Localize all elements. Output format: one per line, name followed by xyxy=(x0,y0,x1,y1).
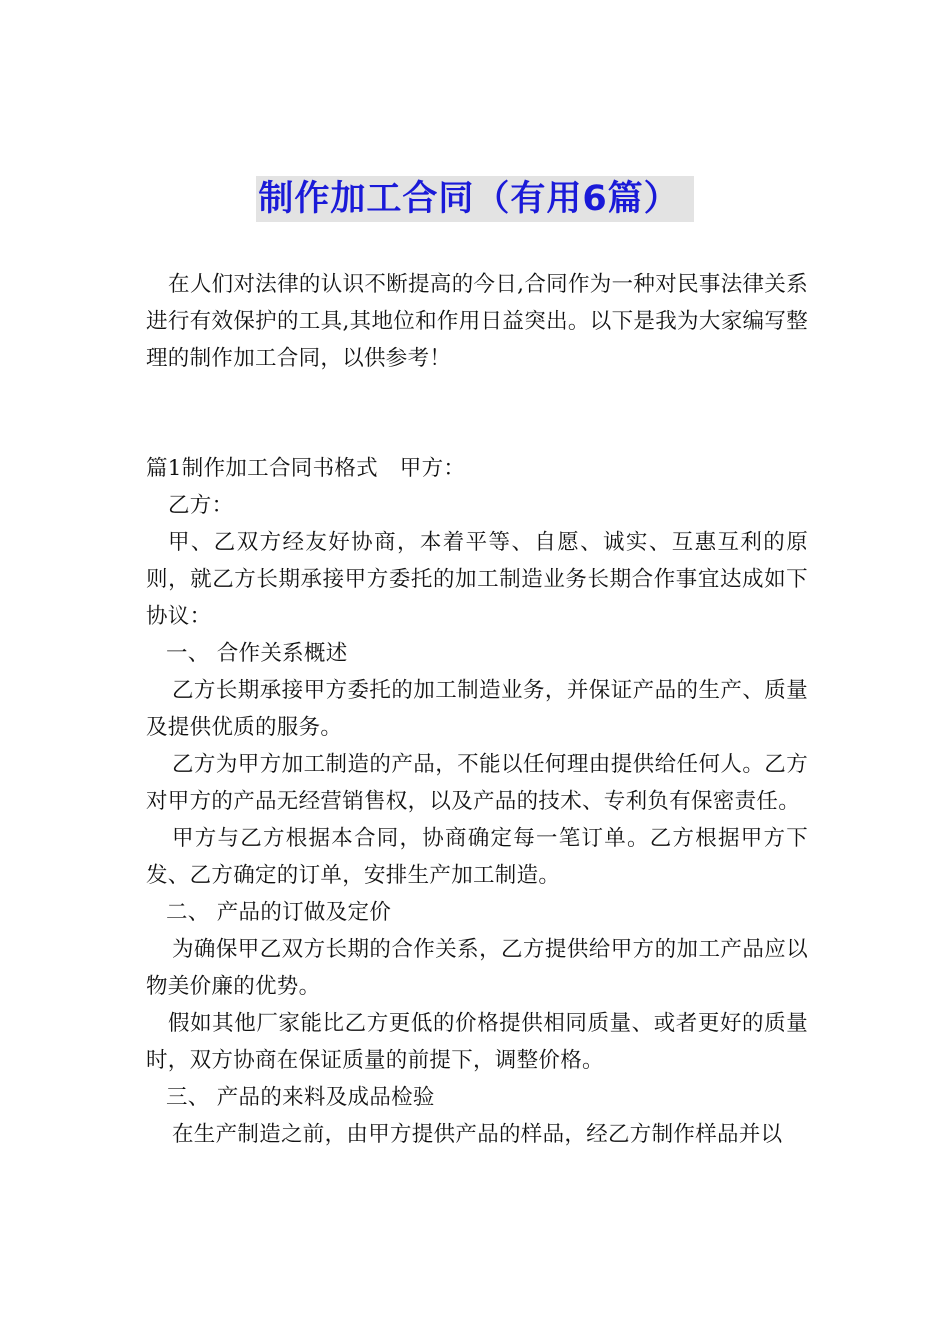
section-3-paragraph-1: 在生产制造之前，由甲方提供产品的样品，经乙方制作样品并以 xyxy=(172,1122,783,1147)
section-1-paragraph-3: 甲方与乙方根据本合同，协商确定每一笔订单。乙方根据甲方下发、乙方确定的订单，安排生产加工制造。 xyxy=(146,826,808,888)
section-1-title: 一、 合作关系概述 xyxy=(166,641,348,666)
intro-paragraph: 在人们对法律的认识不断提高的今日,合同作为一种对民事法律关系进行有效保护的工具,其地位和作用日益突出。以下是我为大家编写整理的制作加工合同，以供参考！ xyxy=(146,272,808,371)
section-1-paragraph-2: 乙方为甲方加工制造的产品，不能以任何理由提供给任何人。乙方对甲方的产品无经营销售权，以及产品的技术、专利负有保密责任。 xyxy=(146,752,808,814)
preamble-paragraph: 甲、乙双方经友好协商，本着平等、自愿、诚实、互惠互利的原则，就乙方长期承接甲方委托的加工制造业务长期合作事宜达成如下协议： xyxy=(146,530,808,629)
contract-heading-line: 篇1制作加工合同书格式 甲方： xyxy=(146,456,466,481)
section-1-paragraph-1: 乙方长期承接甲方委托的加工制造业务，并保证产品的生产、质量及提供优质的服务。 xyxy=(146,678,808,740)
section-2-title: 二、 产品的订做及定价 xyxy=(166,900,392,925)
party-b-line: 乙方： xyxy=(168,493,234,518)
section-2-paragraph-1: 为确保甲乙双方长期的合作关系，乙方提供给甲方的加工产品应以物美价廉的优势。 xyxy=(146,937,808,999)
contract-body xyxy=(146,450,808,1153)
document-title: 制作加工合同（有用6篇） xyxy=(256,176,693,222)
intro-block xyxy=(146,266,808,377)
section-2-paragraph-2: 假如其他厂家能比乙方更低的价格提供相同质量、或者更好的质量时，双方协商在保证质量的前提下，调整价格。 xyxy=(146,1011,808,1073)
title-container xyxy=(0,176,950,222)
section-3-title: 三、 产品的来料及成品检验 xyxy=(166,1085,435,1110)
